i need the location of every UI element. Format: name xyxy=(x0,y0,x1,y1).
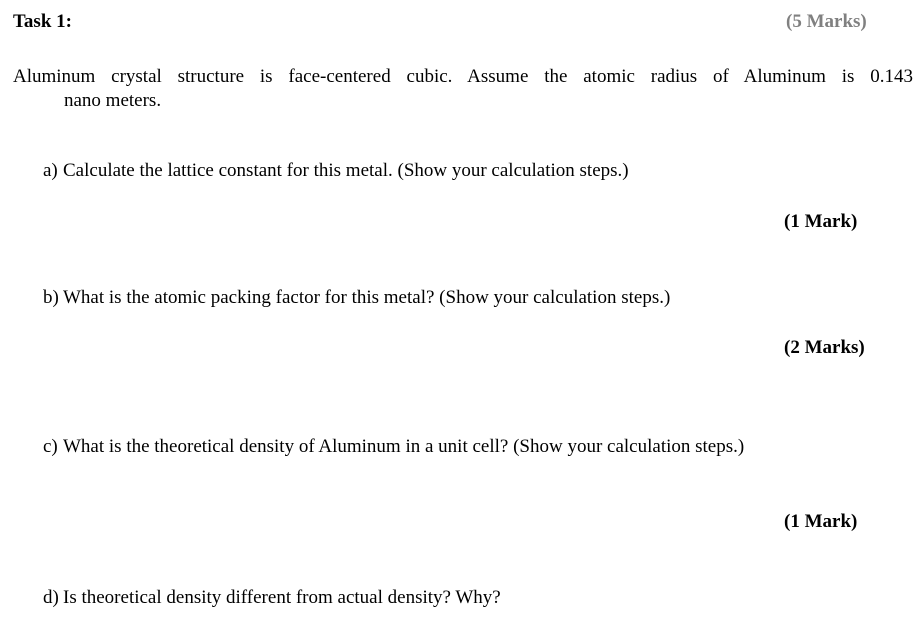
task-total-marks: (5 Marks) xyxy=(786,11,867,32)
question-d-label: d) xyxy=(43,587,59,608)
question-a-text: Calculate the lattice constant for this metal. (Show your calculation steps.) xyxy=(63,160,629,181)
question-c-text: What is the theoretical density of Aluminum in a unit cell? (Show your calculation steps.) xyxy=(63,436,745,457)
question-b-label: b) xyxy=(43,287,59,308)
question-c-marks: (1 Mark) xyxy=(784,511,858,532)
question-b xyxy=(43,287,670,309)
question-b-text: What is the atomic packing factor for this metal? (Show your calculation steps.) xyxy=(63,287,671,308)
task-title: Task 1: xyxy=(13,11,72,32)
question-a-marks: (1 Mark) xyxy=(784,211,858,232)
question-a-label: a) xyxy=(43,160,58,181)
question-d-text: Is theoretical density different from actual density? Why? xyxy=(63,587,501,608)
task-intro-line-2: nano meters. xyxy=(64,90,162,111)
question-b-marks: (2 Marks) xyxy=(784,337,865,358)
question-a xyxy=(43,160,629,182)
question-c-label: c) xyxy=(43,436,58,457)
question-d xyxy=(43,587,501,609)
task-intro-line-1: Aluminum crystal structure is face-centered cubic. Assume the atomic radius of Aluminum is 0.143 xyxy=(13,66,913,87)
question-c xyxy=(43,436,744,458)
